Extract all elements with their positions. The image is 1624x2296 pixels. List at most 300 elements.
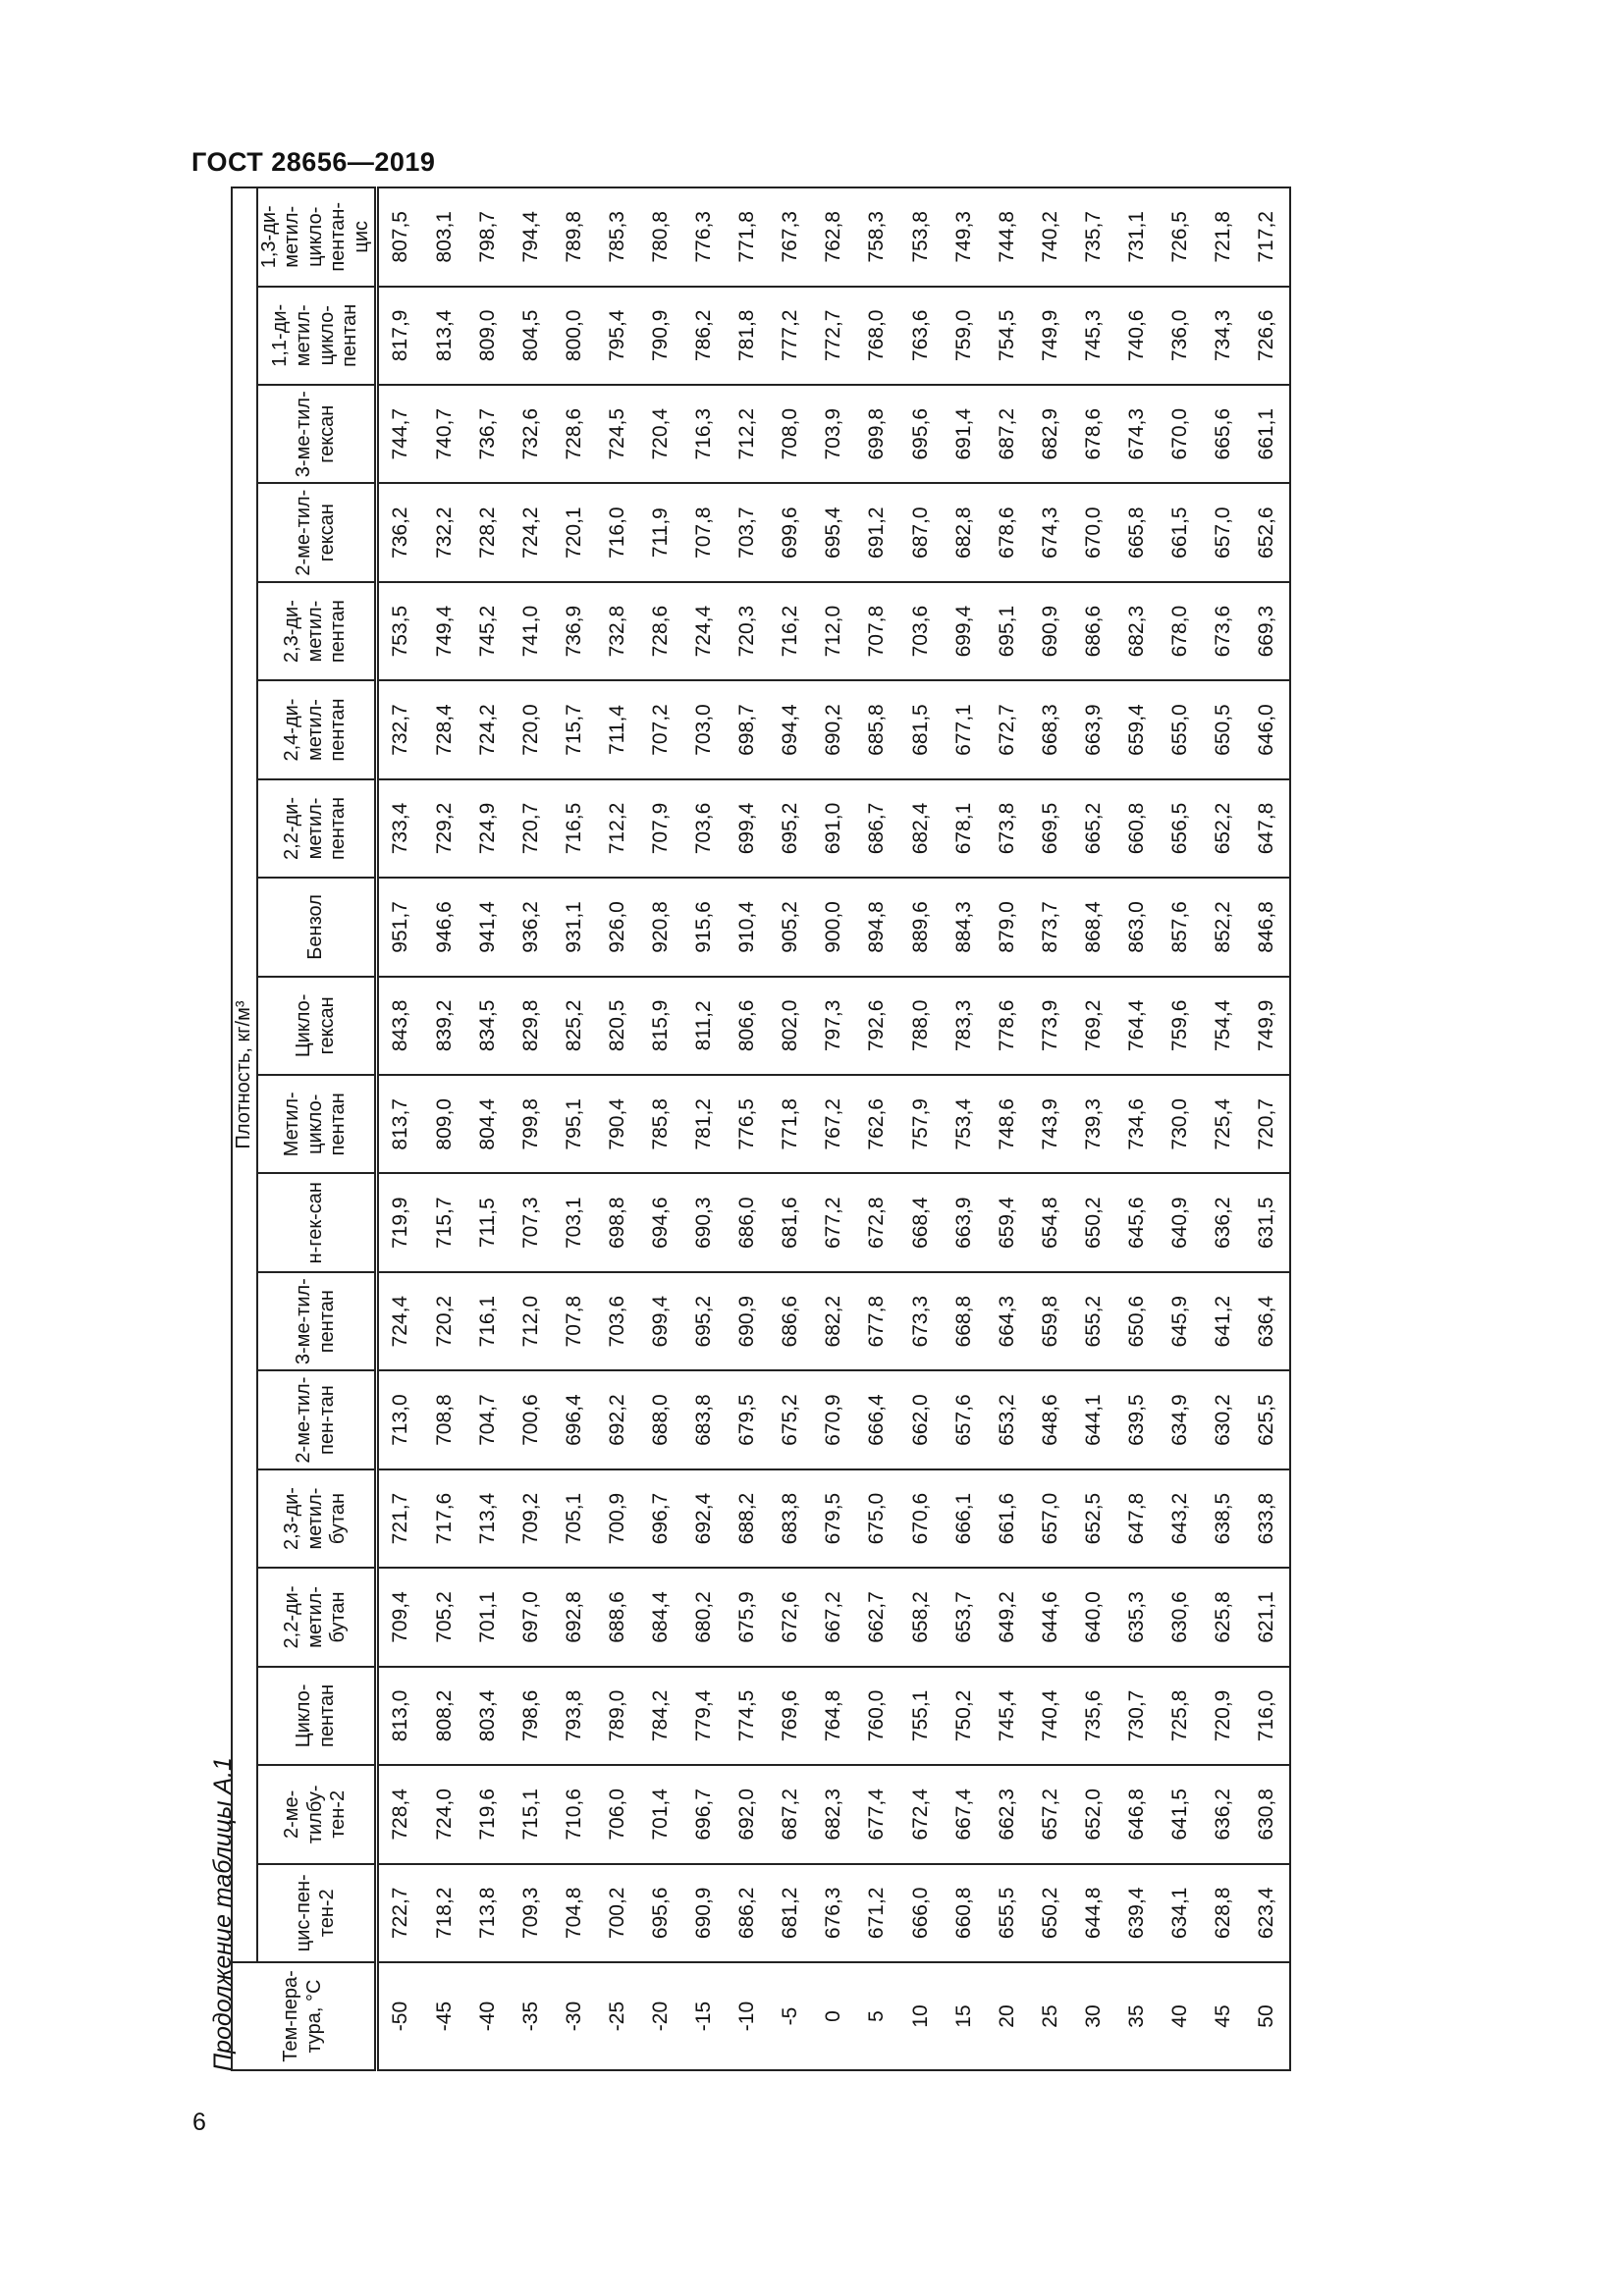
density-cell: 687,0 bbox=[899, 483, 943, 581]
density-cell: 678,6 bbox=[986, 483, 1029, 581]
density-cell: 711,9 bbox=[640, 483, 683, 581]
temperature-cell: 40 bbox=[1159, 1962, 1202, 2070]
temperature-cell: 30 bbox=[1072, 1962, 1115, 2070]
density-cell: 720,4 bbox=[640, 385, 683, 483]
density-cell: 785,8 bbox=[640, 1075, 683, 1173]
header-row-group bbox=[232, 187, 257, 2070]
density-cell: 736,7 bbox=[467, 385, 511, 483]
density-cell: 682,9 bbox=[1029, 385, 1072, 483]
density-cell: 715,7 bbox=[554, 680, 597, 778]
density-cell: 720,3 bbox=[727, 582, 770, 680]
standard-title: ГОСТ 28656—2019 bbox=[191, 147, 436, 177]
density-cell: 757,9 bbox=[899, 1075, 943, 1173]
density-cell: 638,5 bbox=[1202, 1469, 1245, 1568]
density-cell: 725,8 bbox=[1159, 1667, 1202, 1765]
density-cell: 659,8 bbox=[1029, 1272, 1072, 1370]
density-cell: 774,5 bbox=[727, 1667, 770, 1765]
density-cell: 699,8 bbox=[856, 385, 899, 483]
density-cell: 668,4 bbox=[899, 1174, 943, 1272]
density-cell: 670,0 bbox=[1072, 483, 1115, 581]
density-cell: 661,1 bbox=[1245, 385, 1290, 483]
density-cell: 696,7 bbox=[640, 1469, 683, 1568]
density-cell: 664,3 bbox=[986, 1272, 1029, 1370]
density-cell: 686,0 bbox=[727, 1174, 770, 1272]
density-cell: 749,9 bbox=[1029, 287, 1072, 385]
density-cell: 645,9 bbox=[1159, 1272, 1202, 1370]
column-header: 3-ме-тил-пентан bbox=[257, 1272, 376, 1370]
density-cell: 748,6 bbox=[986, 1075, 1029, 1173]
density-cell: 745,3 bbox=[1072, 287, 1115, 385]
density-cell: 802,0 bbox=[770, 977, 813, 1075]
density-cell: 669,3 bbox=[1245, 582, 1290, 680]
column-header: Цикло-гексан bbox=[257, 977, 376, 1075]
density-cell: 762,8 bbox=[813, 187, 856, 287]
density-cell: 679,5 bbox=[813, 1469, 856, 1568]
density-cell: 720,1 bbox=[554, 483, 597, 581]
density-cell: 657,0 bbox=[1202, 483, 1245, 581]
density-cell: 734,6 bbox=[1115, 1075, 1159, 1173]
density-cell: 873,7 bbox=[1029, 878, 1072, 976]
density-cell: 721,8 bbox=[1202, 187, 1245, 287]
density-cell: 623,4 bbox=[1245, 1864, 1290, 1962]
density-cell: 829,8 bbox=[511, 977, 554, 1075]
column-header: 2,3-ди-метил-пентан bbox=[257, 582, 376, 680]
temperature-cell: 35 bbox=[1115, 1962, 1159, 2070]
density-cell: 803,4 bbox=[467, 1667, 511, 1765]
density-cell: 674,3 bbox=[1115, 385, 1159, 483]
density-cell: 690,9 bbox=[1029, 582, 1072, 680]
density-cell: 846,8 bbox=[1245, 878, 1290, 976]
density-cell: 734,3 bbox=[1202, 287, 1245, 385]
density-cell: 630,8 bbox=[1245, 1765, 1290, 1863]
density-cell: 643,2 bbox=[1159, 1469, 1202, 1568]
density-cell: 768,0 bbox=[856, 287, 899, 385]
density-cell: 732,2 bbox=[424, 483, 467, 581]
density-cell: 692,2 bbox=[597, 1370, 640, 1468]
density-cell: 781,8 bbox=[727, 287, 770, 385]
density-cell: 680,2 bbox=[683, 1568, 727, 1666]
temperature-cell: 0 bbox=[813, 1962, 856, 2070]
density-cell: 735,6 bbox=[1072, 1667, 1115, 1765]
density-cell: 813,0 bbox=[376, 1667, 423, 1765]
density-cell: 716,1 bbox=[467, 1272, 511, 1370]
density-cell: 647,8 bbox=[1245, 779, 1290, 878]
density-cell: 711,4 bbox=[597, 680, 640, 778]
density-group-header: Плотность, кг/м³ bbox=[232, 187, 257, 1962]
density-cell: 753,5 bbox=[376, 582, 423, 680]
density-cell: 795,4 bbox=[597, 287, 640, 385]
density-cell: 655,5 bbox=[986, 1864, 1029, 1962]
column-header: 2-ме-тил-пен-тан bbox=[257, 1370, 376, 1468]
density-cell: 700,6 bbox=[511, 1370, 554, 1468]
density-cell: 665,6 bbox=[1202, 385, 1245, 483]
density-cell: 715,7 bbox=[424, 1174, 467, 1272]
density-cell: 724,0 bbox=[424, 1765, 467, 1863]
density-cell: 809,0 bbox=[467, 287, 511, 385]
density-cell: 732,7 bbox=[376, 680, 423, 778]
density-cell: 763,6 bbox=[899, 287, 943, 385]
table-row bbox=[1245, 187, 1290, 2070]
density-cell: 852,2 bbox=[1202, 878, 1245, 976]
density-cell: 744,8 bbox=[986, 187, 1029, 287]
density-cell: 790,9 bbox=[640, 287, 683, 385]
density-cell: 707,9 bbox=[640, 779, 683, 878]
density-cell: 769,6 bbox=[770, 1667, 813, 1765]
table-row bbox=[683, 187, 727, 2070]
density-cell: 695,1 bbox=[986, 582, 1029, 680]
density-cell: 732,6 bbox=[511, 385, 554, 483]
density-cell: 772,7 bbox=[813, 287, 856, 385]
density-cell: 670,6 bbox=[899, 1469, 943, 1568]
density-cell: 839,2 bbox=[424, 977, 467, 1075]
density-cell: 682,2 bbox=[813, 1272, 856, 1370]
density-cell: 811,2 bbox=[683, 977, 727, 1075]
density-cell: 678,0 bbox=[1159, 582, 1202, 680]
table-row bbox=[597, 187, 640, 2070]
density-cell: 657,2 bbox=[1029, 1765, 1072, 1863]
density-cell: 789,8 bbox=[554, 187, 597, 287]
density-cell: 715,1 bbox=[511, 1765, 554, 1863]
density-cell: 634,1 bbox=[1159, 1864, 1202, 1962]
density-cell: 690,9 bbox=[683, 1864, 727, 1962]
density-cell: 720,9 bbox=[1202, 1667, 1245, 1765]
table-row bbox=[943, 187, 986, 2070]
density-cell: 740,2 bbox=[1029, 187, 1072, 287]
density-cell: 707,3 bbox=[511, 1174, 554, 1272]
density-cell: 720,7 bbox=[511, 779, 554, 878]
temperature-cell: 45 bbox=[1202, 1962, 1245, 2070]
density-cell: 795,1 bbox=[554, 1075, 597, 1173]
density-cell: 703,9 bbox=[813, 385, 856, 483]
density-cell: 920,8 bbox=[640, 878, 683, 976]
column-header: Цикло-пентан bbox=[257, 1667, 376, 1765]
temperature-header: Тем-пера-тура, °C bbox=[232, 1962, 376, 2070]
density-cell: 743,9 bbox=[1029, 1075, 1072, 1173]
density-cell: 941,4 bbox=[467, 878, 511, 976]
rotated-table-block bbox=[189, 187, 1324, 2071]
density-cell: 936,2 bbox=[511, 878, 554, 976]
density-cell: 631,5 bbox=[1245, 1174, 1290, 1272]
table-row bbox=[986, 187, 1029, 2070]
table-row bbox=[467, 187, 511, 2070]
temperature-cell: -35 bbox=[511, 1962, 554, 2070]
temperature-cell: -25 bbox=[597, 1962, 640, 2070]
density-cell: 673,8 bbox=[986, 779, 1029, 878]
table-row bbox=[1072, 187, 1115, 2070]
density-cell: 691,2 bbox=[856, 483, 899, 581]
density-cell: 708,0 bbox=[770, 385, 813, 483]
density-cell: 750,2 bbox=[943, 1667, 986, 1765]
density-cell: 703,6 bbox=[597, 1272, 640, 1370]
density-cell: 662,7 bbox=[856, 1568, 899, 1666]
density-cell: 716,5 bbox=[554, 779, 597, 878]
density-cell: 776,5 bbox=[727, 1075, 770, 1173]
density-cell: 740,6 bbox=[1115, 287, 1159, 385]
density-cell: 701,1 bbox=[467, 1568, 511, 1666]
density-cell: 739,3 bbox=[1072, 1075, 1115, 1173]
density-cell: 670,9 bbox=[813, 1370, 856, 1468]
density-cell: 799,8 bbox=[511, 1075, 554, 1173]
density-cell: 650,2 bbox=[1072, 1174, 1115, 1272]
density-cell: 697,0 bbox=[511, 1568, 554, 1666]
density-cell: 650,2 bbox=[1029, 1864, 1072, 1962]
density-cell: 656,5 bbox=[1159, 779, 1202, 878]
density-cell: 650,6 bbox=[1115, 1272, 1159, 1370]
density-cell: 675,2 bbox=[770, 1370, 813, 1468]
density-cell: 673,3 bbox=[899, 1272, 943, 1370]
density-cell: 628,8 bbox=[1202, 1864, 1245, 1962]
density-cell: 817,9 bbox=[376, 287, 423, 385]
density-cell: 687,2 bbox=[986, 385, 1029, 483]
density-cell: 771,8 bbox=[727, 187, 770, 287]
table-body bbox=[376, 187, 1290, 2070]
density-cell: 647,8 bbox=[1115, 1469, 1159, 1568]
table-row bbox=[1159, 187, 1202, 2070]
density-cell: 635,3 bbox=[1115, 1568, 1159, 1666]
density-cell: 786,2 bbox=[683, 287, 727, 385]
density-cell: 784,2 bbox=[640, 1667, 683, 1765]
density-cell: 807,5 bbox=[376, 187, 423, 287]
density-cell: 712,2 bbox=[597, 779, 640, 878]
density-cell: 720,7 bbox=[1245, 1075, 1290, 1173]
density-cell: 640,9 bbox=[1159, 1174, 1202, 1272]
density-cell: 677,1 bbox=[943, 680, 986, 778]
density-cell: 653,2 bbox=[986, 1370, 1029, 1468]
density-cell: 724,2 bbox=[511, 483, 554, 581]
density-cell: 662,3 bbox=[986, 1765, 1029, 1863]
density-cell: 668,8 bbox=[943, 1272, 986, 1370]
density-cell: 633,8 bbox=[1245, 1469, 1290, 1568]
density-cell: 754,4 bbox=[1202, 977, 1245, 1075]
density-cell: 946,6 bbox=[424, 878, 467, 976]
density-cell: 798,7 bbox=[467, 187, 511, 287]
density-cell: 683,8 bbox=[683, 1370, 727, 1468]
density-cell: 804,5 bbox=[511, 287, 554, 385]
density-cell: 655,2 bbox=[1072, 1272, 1115, 1370]
temperature-cell: 25 bbox=[1029, 1962, 1072, 2070]
density-cell: 688,2 bbox=[727, 1469, 770, 1568]
density-cell: 712,0 bbox=[511, 1272, 554, 1370]
density-cell: 783,3 bbox=[943, 977, 986, 1075]
density-cell: 879,0 bbox=[986, 878, 1029, 976]
density-cell: 686,6 bbox=[770, 1272, 813, 1370]
density-cell: 699,4 bbox=[943, 582, 986, 680]
density-cell: 698,8 bbox=[597, 1174, 640, 1272]
density-cell: 726,6 bbox=[1245, 287, 1290, 385]
density-cell: 676,3 bbox=[813, 1864, 856, 1962]
density-cell: 682,4 bbox=[899, 779, 943, 878]
density-cell: 730,0 bbox=[1159, 1075, 1202, 1173]
density-cell: 704,8 bbox=[554, 1864, 597, 1962]
density-cell: 759,0 bbox=[943, 287, 986, 385]
density-cell: 722,7 bbox=[376, 1864, 423, 1962]
density-cell: 655,0 bbox=[1159, 680, 1202, 778]
density-cell: 857,6 bbox=[1159, 878, 1202, 976]
density-cell: 663,9 bbox=[943, 1174, 986, 1272]
density-cell: 803,1 bbox=[424, 187, 467, 287]
density-cell: 683,8 bbox=[770, 1469, 813, 1568]
density-cell: 691,4 bbox=[943, 385, 986, 483]
density-cell: 677,2 bbox=[813, 1174, 856, 1272]
density-cell: 771,8 bbox=[770, 1075, 813, 1173]
temperature-cell: -20 bbox=[640, 1962, 683, 2070]
density-cell: 720,2 bbox=[424, 1272, 467, 1370]
density-cell: 732,8 bbox=[597, 582, 640, 680]
table-row bbox=[813, 187, 856, 2070]
density-cell: 695,2 bbox=[770, 779, 813, 878]
density-cell: 677,4 bbox=[856, 1765, 899, 1863]
density-cell: 713,0 bbox=[376, 1370, 423, 1468]
density-cell: 728,4 bbox=[376, 1765, 423, 1863]
density-cell: 690,2 bbox=[813, 680, 856, 778]
density-cell: 686,7 bbox=[856, 779, 899, 878]
density-cell: 659,4 bbox=[1115, 680, 1159, 778]
density-cell: 695,4 bbox=[813, 483, 856, 581]
density-cell: 675,9 bbox=[727, 1568, 770, 1666]
density-cell: 711,5 bbox=[467, 1174, 511, 1272]
density-cell: 764,8 bbox=[813, 1667, 856, 1765]
density-cell: 753,8 bbox=[899, 187, 943, 287]
density-cell: 666,4 bbox=[856, 1370, 899, 1468]
density-cell: 681,6 bbox=[770, 1174, 813, 1272]
density-cell: 661,6 bbox=[986, 1469, 1029, 1568]
table-caption: Продолжение таблицы А.1 bbox=[209, 1757, 237, 2071]
density-cell: 695,6 bbox=[899, 385, 943, 483]
density-cell: 666,0 bbox=[899, 1864, 943, 1962]
density-cell: 834,5 bbox=[467, 977, 511, 1075]
density-cell: 646,8 bbox=[1115, 1765, 1159, 1863]
table-container bbox=[231, 187, 1291, 2071]
table-row bbox=[856, 187, 899, 2070]
density-cell: 717,6 bbox=[424, 1469, 467, 1568]
density-cell: 712,2 bbox=[727, 385, 770, 483]
density-cell: 780,8 bbox=[640, 187, 683, 287]
column-header: 1,1-ди-метил-цикло-пентан bbox=[257, 287, 376, 385]
column-header: 2,4-ди-метил-пентан bbox=[257, 680, 376, 778]
density-cell: 701,4 bbox=[640, 1765, 683, 1863]
temperature-cell: 50 bbox=[1245, 1962, 1290, 2070]
density-cell: 707,2 bbox=[640, 680, 683, 778]
density-cell: 754,5 bbox=[986, 287, 1029, 385]
density-cell: 716,2 bbox=[770, 582, 813, 680]
density-cell: 660,8 bbox=[1115, 779, 1159, 878]
density-cell: 815,9 bbox=[640, 977, 683, 1075]
temperature-cell: -50 bbox=[376, 1962, 423, 2070]
density-cell: 657,0 bbox=[1029, 1469, 1072, 1568]
density-cell: 736,2 bbox=[376, 483, 423, 581]
density-cell: 682,3 bbox=[813, 1765, 856, 1863]
column-header: 2-ме-тил-гексан bbox=[257, 483, 376, 581]
density-cell: 721,7 bbox=[376, 1469, 423, 1568]
density-cell: 658,2 bbox=[899, 1568, 943, 1666]
table-row bbox=[640, 187, 683, 2070]
density-cell: 652,6 bbox=[1245, 483, 1290, 581]
density-cell: 735,7 bbox=[1072, 187, 1115, 287]
column-header: 2,3-ди-метил-бутан bbox=[257, 1469, 376, 1568]
density-cell: 708,8 bbox=[424, 1370, 467, 1468]
density-cell: 729,2 bbox=[424, 779, 467, 878]
density-cell: 703,0 bbox=[683, 680, 727, 778]
density-cell: 769,2 bbox=[1072, 977, 1115, 1075]
density-cell: 671,2 bbox=[856, 1864, 899, 1962]
column-header: н-гек-сан bbox=[257, 1174, 376, 1272]
density-cell: 703,1 bbox=[554, 1174, 597, 1272]
density-cell: 692,4 bbox=[683, 1469, 727, 1568]
column-header: 2-ме-тилбу-тен-2 bbox=[257, 1765, 376, 1863]
density-cell: 709,2 bbox=[511, 1469, 554, 1568]
density-cell: 718,2 bbox=[424, 1864, 467, 1962]
density-cell: 716,3 bbox=[683, 385, 727, 483]
density-cell: 640,0 bbox=[1072, 1568, 1115, 1666]
density-cell: 678,1 bbox=[943, 779, 986, 878]
density-cell: 755,1 bbox=[899, 1667, 943, 1765]
density-cell: 825,2 bbox=[554, 977, 597, 1075]
temperature-cell: -40 bbox=[467, 1962, 511, 2070]
density-cell: 670,0 bbox=[1159, 385, 1202, 483]
density-cell: 657,6 bbox=[943, 1370, 986, 1468]
density-cell: 790,4 bbox=[597, 1075, 640, 1173]
density-cell: 639,4 bbox=[1115, 1864, 1159, 1962]
density-cell: 669,5 bbox=[1029, 779, 1072, 878]
density-cell: 692,0 bbox=[727, 1765, 770, 1863]
density-cell: 672,4 bbox=[899, 1765, 943, 1863]
density-cell: 785,3 bbox=[597, 187, 640, 287]
temperature-cell: 5 bbox=[856, 1962, 899, 2070]
density-cell: 767,2 bbox=[813, 1075, 856, 1173]
density-cell: 672,8 bbox=[856, 1174, 899, 1272]
column-header: 2,2-ди-метил-бутан bbox=[257, 1568, 376, 1666]
table-row bbox=[1202, 187, 1245, 2070]
density-cell: 709,4 bbox=[376, 1568, 423, 1666]
density-cell: 690,9 bbox=[727, 1272, 770, 1370]
page-number: 6 bbox=[192, 2109, 206, 2136]
density-cell: 690,3 bbox=[683, 1174, 727, 1272]
density-cell: 672,6 bbox=[770, 1568, 813, 1666]
density-cell: 646,0 bbox=[1245, 680, 1290, 778]
table-row bbox=[770, 187, 813, 2070]
density-cell: 889,6 bbox=[899, 878, 943, 976]
density-cell: 705,1 bbox=[554, 1469, 597, 1568]
density-cell: 696,4 bbox=[554, 1370, 597, 1468]
density-cell: 733,4 bbox=[376, 779, 423, 878]
density-cell: 719,6 bbox=[467, 1765, 511, 1863]
column-header: 3-ме-тил-гексан bbox=[257, 385, 376, 483]
density-cell: 713,4 bbox=[467, 1469, 511, 1568]
density-cell: 661,5 bbox=[1159, 483, 1202, 581]
density-cell: 699,4 bbox=[640, 1272, 683, 1370]
density-cell: 652,0 bbox=[1072, 1765, 1115, 1863]
density-cell: 707,8 bbox=[554, 1272, 597, 1370]
table-row bbox=[899, 187, 943, 2070]
density-cell: 713,8 bbox=[467, 1864, 511, 1962]
density-cell: 691,0 bbox=[813, 779, 856, 878]
density-cell: 679,5 bbox=[727, 1370, 770, 1468]
density-cell: 704,7 bbox=[467, 1370, 511, 1468]
density-cell: 644,6 bbox=[1029, 1568, 1072, 1666]
density-cell: 667,4 bbox=[943, 1765, 986, 1863]
density-cell: 905,2 bbox=[770, 878, 813, 976]
density-cell: 652,2 bbox=[1202, 779, 1245, 878]
density-cell: 731,1 bbox=[1115, 187, 1159, 287]
density-cell: 843,8 bbox=[376, 977, 423, 1075]
density-cell: 762,6 bbox=[856, 1075, 899, 1173]
density-cell: 710,6 bbox=[554, 1765, 597, 1863]
density-cell: 699,4 bbox=[727, 779, 770, 878]
table-row bbox=[727, 187, 770, 2070]
density-cell: 688,0 bbox=[640, 1370, 683, 1468]
density-cell: 736,0 bbox=[1159, 287, 1202, 385]
density-cell: 625,5 bbox=[1245, 1370, 1290, 1468]
